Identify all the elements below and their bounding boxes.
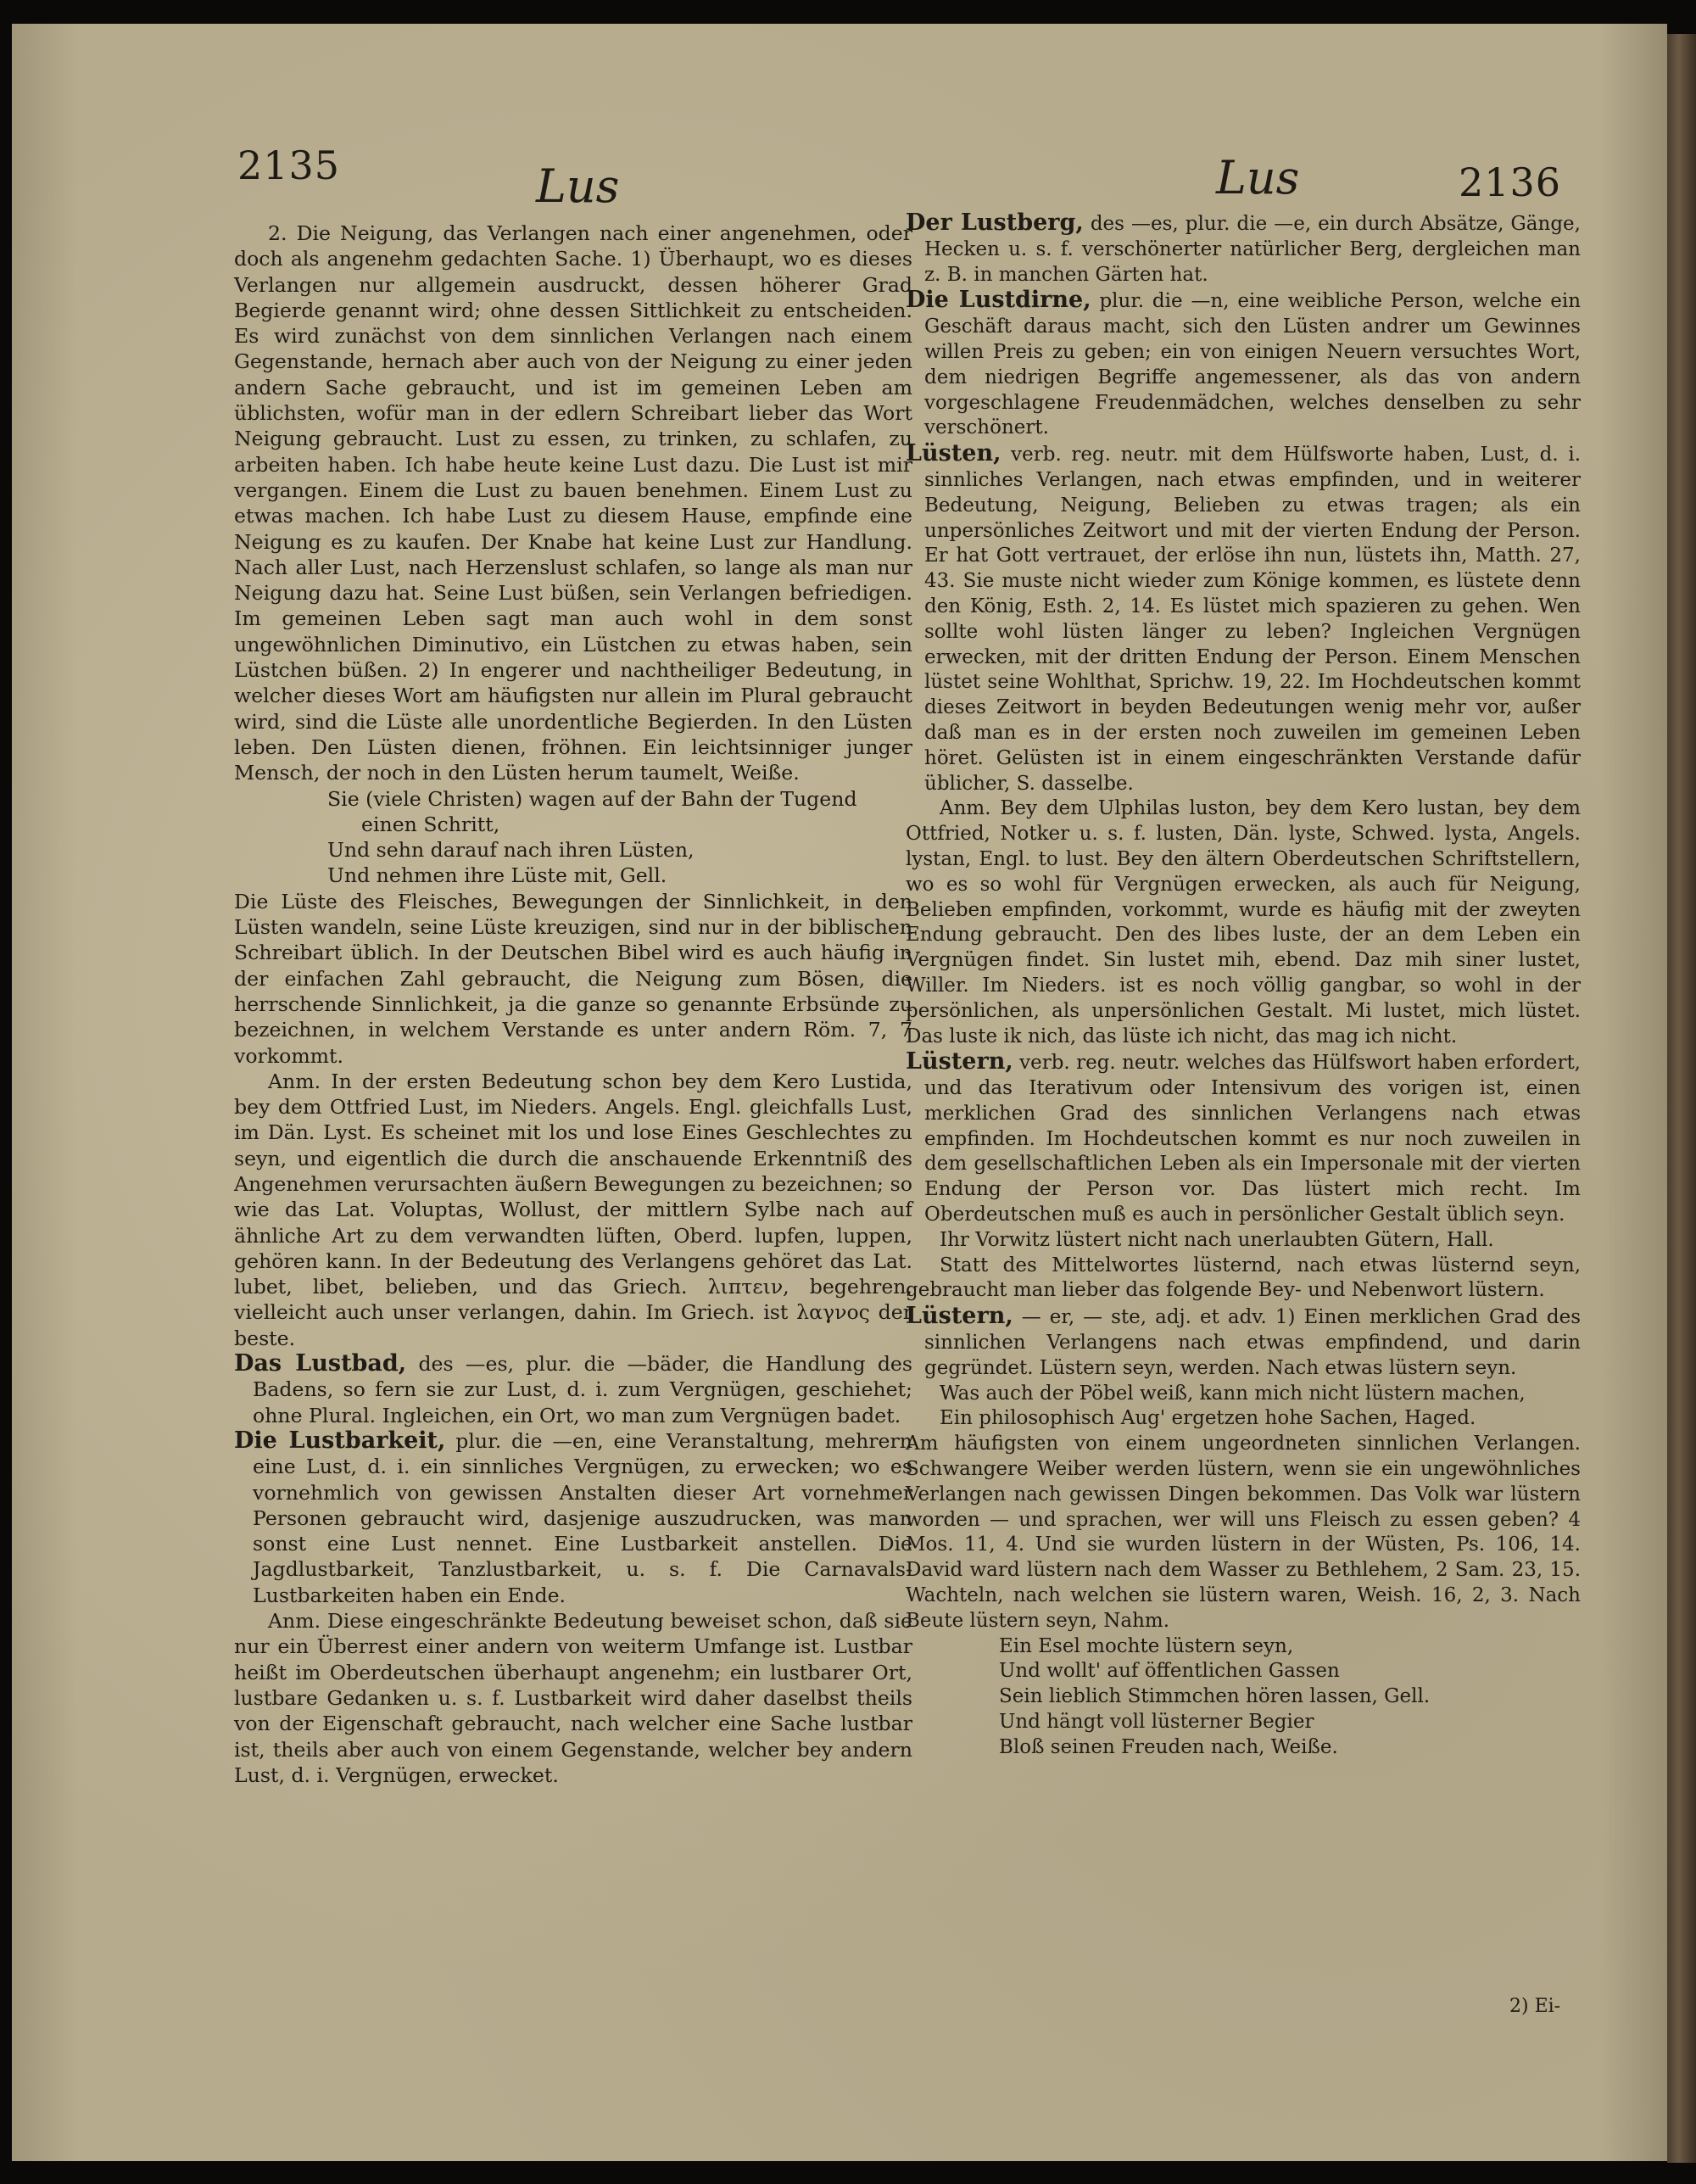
verse-line xyxy=(906,1710,1581,1735)
entry-headword: Lüstern, xyxy=(906,1303,1013,1330)
dictionary-entry xyxy=(234,1428,912,1608)
entry-text: Anm. Bey dem Ulphilas luston, bey dem Kero lustan, bey dem Ottfried, Notker u. s. f. lusten, Dän. lyste, Schwed. lysta, Angels. lystan, Engl. to lust. Bey den ältern Oberdeutschen Schriftstellern, wo es so wohl für Vergnügen erwecken, als auch für Neigung, Belieben empfinden, vorkommt, wurde es häufig mit der zweyten Endung gebraucht. Den des libes luste, der an dem Leben ein Vergnügen findet. Sin lustet mih, ebend. Daz mih siner lustet, Willer. Im Nieders. ist es noch völlig gangbar, so wohl in der persönlichen, als unpersönlichen Gestalt. Mi lustet, mich lüstet. Das luste ik nich, das lüste ich nicht, das mag ich nicht. xyxy=(906,797,1581,1047)
right-guide-word: Lus xyxy=(1216,151,1300,204)
entry-text: Ein philosophisch Aug' ergetzen hohe Sachen, Haged. xyxy=(940,1407,1476,1430)
paragraph xyxy=(234,1608,912,1788)
dictionary-entry xyxy=(906,288,1581,441)
entry-text: Ein Esel mochte lüstern seyn, xyxy=(999,1634,1294,1657)
dictionary-entry xyxy=(906,1304,1581,1381)
entry-text: Ihr Vorwitz lüstert nicht nach unerlaubten Gütern, Hall. xyxy=(940,1228,1494,1251)
dictionary-entry xyxy=(906,210,1581,288)
entry-text: Und hängt voll lüsterner Begier xyxy=(999,1711,1314,1734)
entry-headword: Das Lustbad, xyxy=(234,1350,407,1377)
entry-headword: Der Lustberg, xyxy=(906,209,1084,236)
paragraph xyxy=(906,796,1581,1049)
entry-text: Und sehn darauf nach ihren Lüsten, xyxy=(327,838,695,863)
entry-text: Anm. Diese eingeschränkte Bedeutung beweiset schon, daß sie nur ein Überrest einer andern von weiterm Umfange ist. Lustbar heißt im Oberdeutschen überhaupt angenehm; ein lustbarer Ort, lustbare Gedanken u. s. f. Lustbarkeit wird daher daselbst theils von der Eigenschaft gebraucht, nach welcher eine Sache lustbar ist, theils aber auch von einem Gegenstande, welcher bey andern Lust, d. i. Vergnügen, erwecket. xyxy=(234,1609,912,1787)
verse-line xyxy=(234,812,912,837)
entry-headword: Lüsten, xyxy=(906,440,1001,467)
left-text-column xyxy=(234,221,912,1788)
entry-headword: Die Lustdirne, xyxy=(906,287,1091,314)
entry-text: Am häufigsten von einem ungeordneten sinnlichen Verlangen. Schwangere Weiber werden lüstern, wenn sie ein ungewöhnliches Verlangen nach gewissen Dingen bekommen. Das Volk war lüstern worden — und sprachen, wer will uns Fleisch zu essen geben? 4 Mos. 11, 4. Und sie wurden lüstern in der Wüsten, Ps. 106, 14. David ward lüstern nach dem Wasser zu Bethlehem, 2 Sam. 23, 15. Wachteln, nach welchen sie lüstern waren, Weish. 16, 2, 3. Nach Beute lüstern seyn, Nahm. xyxy=(906,1433,1581,1632)
entry-text: Die Lüste des Fleisches, Bewegungen der Sinnlichkeit, in den Lüsten wandeln, seine Lüste kreuzigen, sind nur in der biblischen Schreibart üblich. In der Deutschen Bibel wird es auch häufig in der einfachen Zahl gebraucht, die Neigung zum Bösen, die herrschende Sinnlichkeit, ja die ganze so genannte Erbsünde zu bezeichnen, in welchem Verstande es unter andern Röm. 7, 7 vorkommt. xyxy=(234,889,912,1068)
entry-text: verb. reg. neutr. mit dem Hülfsworte haben, Lust, d. i. sinnliches Verlangen, nach etwas empfinden, und in weiterer Bedeutung, Neigung, Belieben zu etwas tragen; als ein unpersönliches Zeitwort und mit der vierten Endung der Person. Er hat Gott vertrauet, der erlöse ihn nun, lüstets ihn, Matth. 27, 43. Sie muste nicht wieder zum Könige kommen, es lüstete denn den König, Esth. 2, 14. Es lüstet mich spazieren zu gehen. Wen sollte wohl lüsten länger zu leben? Ingleichen Vergnügen erwecken, mit der dritten Endung der Person. Einem Menschen lüstet seine Wohlthat, Sprichw. 19, 22. Im Hochdeutschen kommt dieses Zeitwort in beyden Bedeutungen wenig mehr vor, außer daß man es in der ersten noch zuweilen im gemeinen Leben höret. Gelüsten ist in einem eingeschränkten Verstande dafür üblicher, S. dasselbe. xyxy=(924,444,1581,795)
entry-text: plur. die —n, eine weibliche Person, welche ein Geschäft daraus macht, sich den Lüsten andrer um Gewinnes willen Preis zu geben; ein von einigen Neuern versuchtes Wort, dem niedrigen Begriffe angemessener, als das von andern vorgeschlagene Freudenmädchen, welches denselben zu sehr verschönert. xyxy=(924,290,1582,439)
paragraph xyxy=(234,221,912,786)
dictionary-entry xyxy=(906,441,1581,796)
paragraph xyxy=(906,1382,1581,1407)
entry-text: verb. reg. neutr. welches das Hülfswort haben erfordert, und das Iterativum oder Intensivum des vorigen ist, einen merklichen Grad des sinnlichen Verlangens nach etwas empfinden. Im Hochdeutschen kommt es nur noch zuweilen in dem gesellschaftlichen Leben als ein Impersonale mit der vierten Endung der Person vor. Das lüstert mich recht. Im Oberdeutschen muß es auch in persönlicher Gestalt üblich seyn. xyxy=(924,1052,1581,1226)
verse-line xyxy=(906,1659,1581,1684)
adjacent-page-edge xyxy=(1667,34,1696,2163)
right-text-column xyxy=(906,210,1581,1761)
verse-line xyxy=(234,863,912,888)
paragraph xyxy=(906,1254,1581,1304)
entry-text: einen Schritt, xyxy=(361,812,500,836)
catchword: 2) Ei- xyxy=(1509,1996,1561,2017)
paragraph xyxy=(234,1069,912,1351)
left-page-number: 2135 xyxy=(237,142,341,188)
entry-text: des —es, plur. die —bäder, die Handlung des Badens, so fern sie zur Lust, d. i. zum Vergnügen, geschiehet; ohne Plural. Ingleichen, ein Ort, wo man zum Vergnügen badet. xyxy=(253,1352,912,1427)
left-guide-word: Lus xyxy=(536,159,620,213)
verse-line xyxy=(234,786,912,812)
verse-line xyxy=(906,1684,1581,1710)
entry-text: plur. die —en, eine Veranstaltung, mehrern eine Lust, d. i. ein sinnliches Vergnügen, zu erwecken; wo es vornehmlich von gewissen Anstalten dieser Art vornehmer Personen gebraucht wird, dasjenige auszudrucken, was man sonst eine Lust nennet. Eine Lustbarkeit anstellen. Die Jagdlustbarkeit, Tanzlustbarkeit, u. s. f. Die Carnavals-Lustbarkeiten haben ein Ende. xyxy=(253,1428,912,1607)
book-page xyxy=(12,24,1667,2161)
paragraph xyxy=(906,1406,1581,1432)
entry-text: Bloß seinen Freuden nach, Weiße. xyxy=(999,1735,1338,1758)
entry-text: — er, — ste, adj. et adv. 1) Einen merklichen Grad des sinnlichen Verlangens nach etwas empfindend, und darin gegründet. Lüstern seyn, werden. Nach etwas lüstern seyn. xyxy=(924,1306,1581,1379)
paragraph xyxy=(234,889,912,1069)
entry-text: Sie (viele Christen) wagen auf der Bahn der Tugend xyxy=(327,786,857,811)
paragraph xyxy=(906,1432,1581,1634)
paragraph xyxy=(906,1228,1581,1254)
verse-line xyxy=(906,1735,1581,1761)
right-page-number: 2136 xyxy=(1459,159,1562,205)
entry-text: Und wollt' auf öffentlichen Gassen xyxy=(999,1660,1340,1683)
verse-line xyxy=(906,1634,1581,1660)
entry-text: des —es, plur. die —e, ein durch Absätze, Gänge, Hecken u. s. f. verschönerter natürlicher Berg, dergleichen man z. B. in manchen Gärten hat. xyxy=(924,213,1581,286)
entry-text: Statt des Mittelwortes lüsternd, nach etwas lüsternd seyn, gebraucht man lieber das folgende Bey- und Nebenwort lüstern. xyxy=(906,1254,1581,1302)
entry-headword: Die Lustbarkeit, xyxy=(234,1427,446,1454)
entry-text: Was auch der Pöbel weiß, kann mich nicht lüstern machen, xyxy=(940,1382,1526,1405)
entry-text: Und nehmen ihre Lüste mit, Gell. xyxy=(327,863,667,888)
entry-text: Anm. In der ersten Bedeutung schon bey dem Kero Lustida, bey dem Ottfried Lust, im Nieders. Angels. Engl. gleichfalls Lust, im Dän. Lyst. Es scheinet mit los und lose Eines Geschlechtes zu seyn, und eigentlich die durch die anschauende Erkenntniß des Angenehmen verursachten äußern Bewegungen zu bezeichnen; so wie das Lat. Voluptas, Wollust, der mittlern Sylbe nach auf ähnliche Art zu dem verwandten lüften, Oberd. lupfen, luppen, gehören kann. In der Bedeutung des Verlangens gehöret das Lat. lubet, libet, belieben, und das Griech. λιπτειν, begehren, vielleicht auch unser verlangen, dahin. Im Griech. ist λαγνος der beste. xyxy=(234,1069,912,1350)
dictionary-entry xyxy=(906,1049,1581,1228)
entry-headword: Lüstern, xyxy=(906,1048,1013,1075)
entry-text: 2. Die Neigung, das Verlangen nach einer angenehmen, oder doch als angenehm gedachten Sache. 1) Überhaupt, wo es dieses Verlangen nur allgemein ausdruckt, dessen höherer Grad Begierde genannt wird; ohne dessen Sittlichkeit zu entscheiden. Es wird zunächst von dem sinnlichen Verlangen nach einem Gegenstande, hernach aber auch von der Neigung zu einer jeden andern Sache gebraucht, und ist im gemeinen Leben am üblichsten, wofür man in der edlern Schreibart lieber das Wort Neigung gebraucht. Lust zu essen, zu trinken, zu schlafen, zu arbeiten haben. Ich habe heute keine Lust dazu. Die Lust ist mir vergangen. Einem die Lust zu bauen benehmen. Einem Lust zu etwas machen. Ich habe Lust zu diesem Hause, empfinde eine Neigung es zu kaufen. Der Knabe hat keine Lust zur Handlung. Nach aller Lust, nach Herzenslust schlafen, so lange als man nur Neigung dazu hat. Seine Lust büßen, sein Verlangen befriedigen. Im gemeinen Leben sagt man auch wohl in dem sonst ungewöhnlichen Diminutivo, ein Lüstchen zu etwas haben, sein Lüstchen büßen. 2) In engerer und nachtheiliger Bedeutung, in welcher dieses Wort am häufigsten nur allein im Plural gebraucht wird, sind die Lüste alle unordentliche Begierden. In den Lüsten leben. Den Lüsten dienen, fröhnen. Ein leichtsinniger junger Mensch, der noch in den Lüsten herum taumelt, Weiße. xyxy=(234,221,912,785)
dictionary-entry xyxy=(234,1351,912,1428)
verse-line xyxy=(234,837,912,863)
entry-text: Sein lieblich Stimmchen hören lassen, Gell. xyxy=(999,1685,1431,1708)
